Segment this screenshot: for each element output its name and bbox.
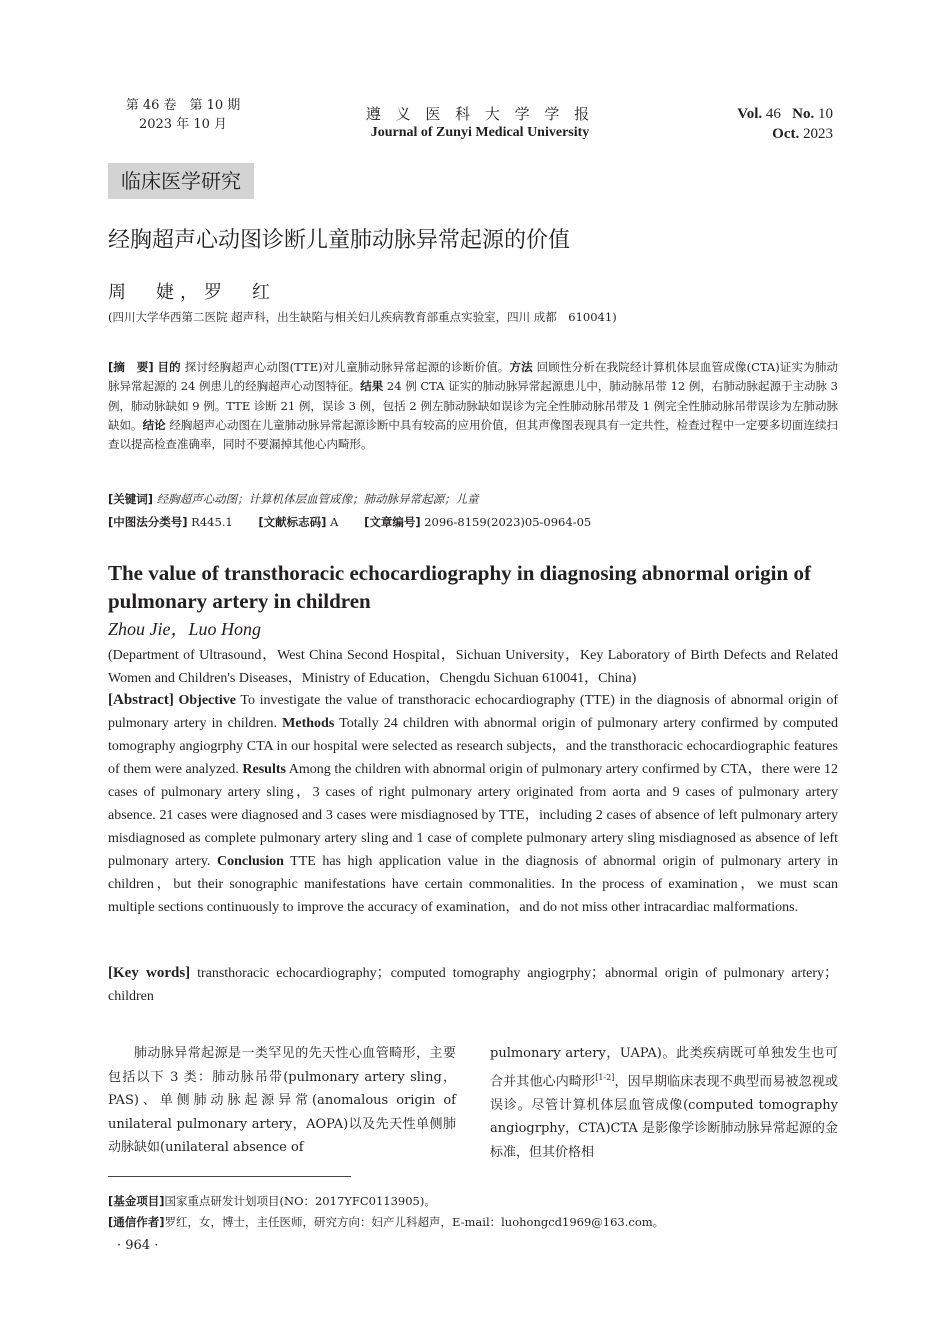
body-right-column [490, 1042, 838, 1164]
citation-ref: [1-2] [595, 1072, 615, 1082]
objective-label-en: Objective [178, 693, 237, 708]
classification-cn [108, 513, 838, 532]
article-no-label: [文章编号] [364, 515, 421, 529]
volume-issue-cn: 第 46 卷 第 10 期 [125, 98, 241, 113]
footnote-divider [108, 1176, 351, 1177]
volume-number-en: Vol. 46 No. 10 [737, 106, 833, 122]
body-left-column: 肺动脉异常起源是一类罕见的先天性心血管畸形，主要包括以下 3 类：肺动脉吊带(pulmonary artery sling，PAS)、单侧肺动脉起源异常(anomalous origin of unilateral pulmonary artery，AOPA)以及先天性单侧肺动脉缺如(unilateral absence of [108, 1046, 456, 1156]
conclusion-label-cn: 结论 [142, 417, 166, 432]
article-title-en: The value of transthoracic echocardiography in diagnosing abnormal origin of pulmonary artery in children [108, 561, 811, 613]
abstract-cn-label: [摘 要] [108, 360, 154, 374]
methods-text-cn: 回顾性分析在我院经计算机体层血管成像(CTA)证实为肺动脉异常起源的 24 例患儿的经胸超声心动图特征。 [108, 360, 839, 394]
footnote-funding [108, 1192, 436, 1210]
abstract-en-label: [Abstract] [108, 692, 174, 708]
keywords-en-text: transthoracic echocardiography；computed tomography angiogrphy；abnormal origin of pulmonary artery；children [108, 966, 838, 1004]
keywords-en-label: [Key words] [108, 965, 191, 981]
conclusion-label-en: Conclusion [216, 854, 284, 869]
affiliation-cn: (四川大学华西第二医院 超声科，出生缺陷与相关妇儿疾病教育部重点实验室，四川 成都 610041) [108, 310, 617, 324]
clc-value: R445.1 [191, 515, 233, 529]
section-tag: 临床医学研究 [108, 163, 254, 199]
journal-issue-cn [118, 96, 248, 134]
funding-text: 国家重点研发计划项目(NO：2017YFC0113905)。 [164, 1194, 436, 1208]
keywords-cn-text: 经胸超声心动图；计算机体层血管成像；肺动脉异常起源；儿童 [156, 492, 479, 506]
corresponding-label: [通信作者] [108, 1215, 165, 1229]
funding-label: [基金项目] [108, 1194, 165, 1208]
issue-date-cn: 2023 年 10 月 [138, 117, 228, 132]
keywords-en [108, 962, 838, 1008]
journal-issue-en [700, 104, 833, 144]
results-text-cn: 24 例 CTA 证实的肺动脉异常起源患儿中，肺动脉吊带 12 例，右肺动脉起源于主动脉 3 例，肺动脉缺如 9 例。TTE 诊断 21 例，误诊 3 例，包括 2 例左肺动脉缺如误诊为完全性肺动脉吊带及 1 例完全性肺动脉吊带误诊为左肺动脉缺如。 [108, 379, 838, 432]
keywords-cn [108, 490, 838, 509]
authors-cn: 周 婕，罗 红 [108, 282, 276, 303]
article-no-value: 2096-8159(2023)05-0964-05 [424, 515, 592, 529]
affiliation-en: (Department of Ultrasound，West China Second Hospital，Sichuan University，Key Laboratory of Birth Defects and Related Women and Children's Diseases，Ministry of Education，Chengdu Sichuan 610041，China) [108, 648, 838, 686]
authors-en: Zhou Jie，Luo Hong [108, 619, 261, 639]
corresponding-text: 罗红，女，博士，主任医师，研究方向：妇产儿科超声，E-mail：luohongcd1969@163.com。 [164, 1215, 665, 1229]
journal-name-en: Journal of Zunyi Medical University [370, 125, 590, 140]
doc-code-value: A [330, 515, 339, 529]
objective-text-cn: 探讨经胸超声心动图(TTE)对儿童肺动脉异常起源的诊断价值。 [184, 360, 510, 374]
journal-name [330, 104, 630, 142]
clc-label: [中图法分类号] [108, 515, 188, 529]
conclusion-text-cn: 经胸超声心动图在儿童肺动脉异常起源诊断中具有较高的应用价值，但其声像图表现具有一定共性，检查过程中一定要多切面连续扫查以提高检查准确率，同时不要漏掉其他心内畸形。 [108, 417, 839, 452]
footnote-corresponding [108, 1213, 664, 1231]
methods-label-cn: 方法 [509, 360, 533, 374]
abstract-cn [108, 358, 838, 454]
body-right-text-b: ，因早期临床表现不典型而易被忽视或误诊。尽管计算机体层血管成像(computed tomography angiogrphy，CTA)CTA 是影像学诊断肺动脉异常起源的金标准，但其价格相 [490, 1073, 838, 1160]
page-number: · 964 · [117, 1238, 159, 1253]
results-label-cn: 结果 [360, 379, 384, 394]
abstract-en [108, 689, 838, 919]
results-text-en: Among the children with abnormal origin of pulmonary artery confirmed by CTA，there were 12 cases of pulmonary artery sling，3 cases of right pulmonary artery originated from aorta and 9 cases of pulmonary artery absence. 21 cases were diagnosed and 3 cases were misdiagnosed by TTE，including 2 cases of absence of left pulmonary artery misdiagnosed as complete pulmonary artery sling and 1 case of complete pulmonary artery sling misdiagnosed as absence of left pulmonary artery. [108, 762, 838, 869]
objective-text-en: To investigate the value of transthoracic echocardiography (TTE) in the diagnosis of abnormal origin of pulmonary artery in children. [108, 693, 839, 731]
issue-date-en: Oct. 2023 [772, 126, 833, 142]
article-title-cn: 经胸超声心动图诊断儿童肺动脉异常起源的价值 [108, 228, 571, 253]
keywords-cn-label: [关键词] [108, 492, 154, 506]
objective-label-cn: 目的 [157, 360, 181, 374]
doc-code-label: [文献标志码] [258, 515, 327, 529]
body-right-text-a: pulmonary artery，UAPA)。此类疾病既可单独发生也可合并其他心内畸形 [490, 1046, 838, 1089]
methods-label-en: Methods [282, 716, 335, 731]
conclusion-text-en: TTE has high application value in the diagnosis of abnormal origin of pulmonary artery in children，but their sonographic manifestations have certain commonalities. In the process of examination，we must scan multiple sections continuously to improve the accuracy of examination，and do not miss other intracardiac malformations. [108, 854, 838, 915]
journal-name-cn: 遵 义 医 科 大 学 学 报 [365, 105, 595, 123]
results-label-en: Results [242, 762, 286, 777]
methods-text-en: Totally 24 children with abnormal origin of pulmonary artery confirmed by computed tomography angiogrphy CTA in our hospital were selected as research subjects，and the transthoracic echocardiographic features of them were analyzed. [108, 716, 839, 777]
